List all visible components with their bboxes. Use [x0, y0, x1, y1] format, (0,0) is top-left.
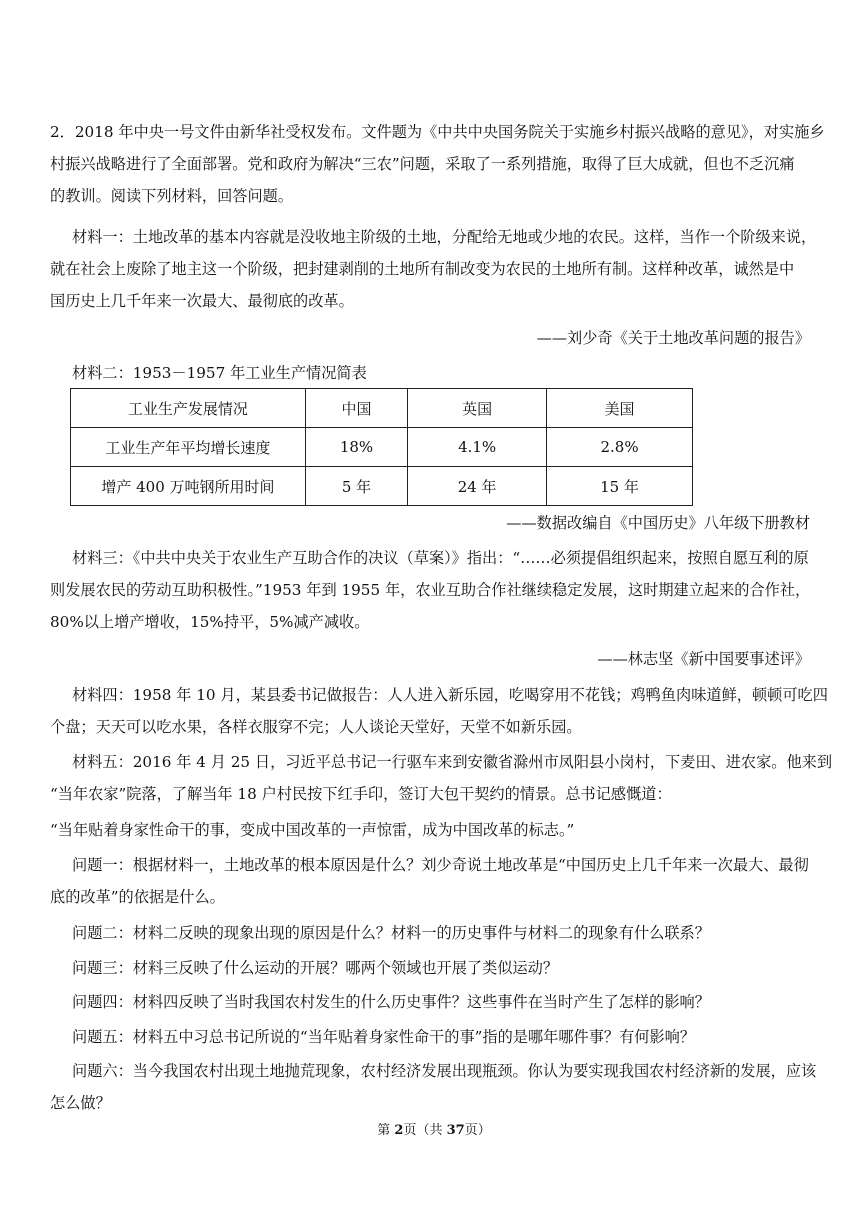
question-one-line: 底的改革”的依据是什么。	[50, 888, 225, 906]
material-five-quote: “当年贴着身家性命干的事，变成中国改革的一声惊雷，成为中国改革的标志。”	[50, 821, 575, 839]
table-cell: 18%	[305, 428, 407, 467]
table-cell: 24 年	[408, 467, 547, 506]
material-one-line: 就在社会上废除了地主这一个阶级，把封建剥削的土地所有制改变为农民的土地所有制。这样种改革，诚然是中	[50, 260, 795, 278]
material-three-line: 则发展农民的劳动互助积极性。”1953 年到 1955 年，农业互助合作社继续稳定发展，这时期建立起来的合作社，	[50, 581, 811, 599]
question-four: 问题四：材料四反映了当时我国农村发生的什么历史事件？这些事件在当时产生了怎样的影响？	[72, 993, 710, 1011]
table-row	[71, 428, 693, 467]
table-header-row	[71, 389, 693, 428]
question-six-line: 怎么做？	[50, 1094, 111, 1112]
table-header-cell: 美国	[547, 389, 693, 428]
question-five: 问题五：材料五中习总书记所说的“当年贴着身家性命干的事”指的是哪年哪件事？有何影响？	[72, 1028, 696, 1046]
table-cell: 增产 400 万吨钢所用时间	[71, 467, 306, 506]
material-one-line: 材料一：土地改革的基本内容就是没收地主阶级的土地，分配给无地或少地的农民。这样，当作一个阶级来说，	[72, 228, 817, 246]
footer-suffix: 页）	[464, 1123, 491, 1138]
footer-total-pages: 37	[446, 1123, 465, 1138]
material-five-line: “当年农家”院落，了解当年 18 户村民按下红手印，签订大包干契约的情景。总书记感慨道：	[50, 785, 672, 803]
material-three-source: ——林志坚《新中国要事述评》	[597, 650, 810, 668]
table-cell: 15 年	[547, 467, 693, 506]
question-two: 问题二：材料二反映的现象出现的原因是什么？材料一的历史事件与材料二的现象有什么联系？	[72, 924, 710, 942]
material-one-line: 国历史上几千年来一次最大、最彻底的改革。	[50, 292, 354, 310]
page-footer	[0, 1121, 868, 1141]
industry-table	[70, 388, 693, 506]
footer-middle: 页（共	[403, 1123, 447, 1138]
intro-line: 村振兴战略进行了全面部署。党和政府为解决“三农”问题，采取了一系列措施，取得了巨大成就，但也不乏沉痛	[50, 155, 795, 173]
table-row	[71, 467, 693, 506]
table-cell: 工业生产年平均增长速度	[71, 428, 306, 467]
material-one-source: ——刘少奇《关于土地改革问题的报告》	[536, 329, 810, 347]
question-three: 问题三：材料三反映了什么运动的开展？哪两个领域也开展了类似运动？	[72, 959, 558, 977]
material-three-line: 材料三：《中共中央关于农业生产互助合作的决议（草案）》指出：“……必须提倡组织起来，按照自愿互利的原	[72, 549, 809, 567]
footer-page-number: 2	[394, 1123, 404, 1138]
table-cell: 4.1%	[408, 428, 547, 467]
material-four-line: 个盘；天天可以吃水果，各样衣服穿不完；人人谈论天堂好，天堂不如新乐园。	[50, 718, 582, 736]
question-one-line: 问题一：根据材料一，土地改革的根本原因是什么？刘少奇说土地改革是“中国历史上几千年来一次最大、最彻	[72, 856, 809, 874]
material-three-line: 80%以上增产增收，15%持平，5%减产减收。	[50, 613, 370, 631]
intro-line: 2．2018 年中央一号文件由新华社受权发布。文件题为《中共中央国务院关于实施乡村振兴战略的意见》，对实施乡	[50, 123, 825, 141]
question-six-line: 问题六：当今我国农村出现土地抛荒现象，农村经济发展出现瓶颈。你认为要实现我国农村经济新的发展，应该	[72, 1062, 817, 1080]
table-header-cell: 英国	[408, 389, 547, 428]
table-header-cell: 中国	[305, 389, 407, 428]
table-header-cell: 工业生产发展情况	[71, 389, 306, 428]
table-cell: 5 年	[305, 467, 407, 506]
material-five-line: 材料五：2016 年 4 月 25 日，习近平总书记一行驱车来到安徽省滁州市凤阳县小岗村，下麦田、进农家。他来到	[72, 753, 833, 771]
material-four-line: 材料四：1958 年 10 月，某县委书记做报告：人人进入新乐园，吃喝穿用不花钱；鸡鸭鱼肉味道鲜，顿顿可吃四	[72, 686, 828, 704]
material-two-title: 材料二：1953－1957 年工业生产情况简表	[72, 364, 367, 382]
footer-prefix: 第	[377, 1123, 395, 1138]
table-cell: 2.8%	[547, 428, 693, 467]
material-two-source: ——数据改编自《中国历史》八年级下册教材	[506, 514, 810, 532]
intro-line: 的教训。阅读下列材料，回答问题。	[50, 187, 293, 205]
